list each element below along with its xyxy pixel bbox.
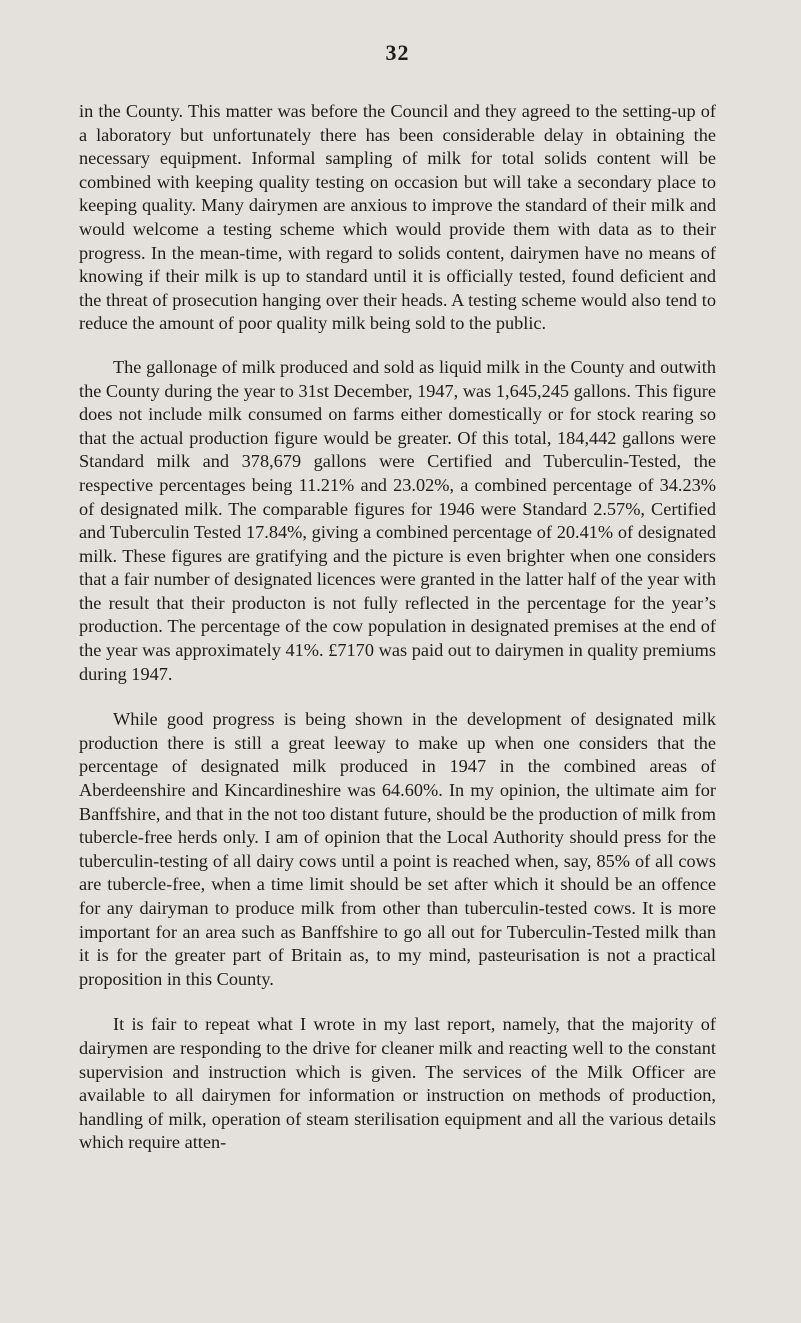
paragraph-designated-milk-progress: While good progress is being shown in the development of designated milk production there is still a great leeway to make up when one considers that the percentage of designated milk produced in 1947 in the combined areas of Aberdeenshire and Kincardineshire was 64.60%. In my opinion, the ultimate aim for Banffshire, and that in the not too distant future, should be the production of milk from tubercle-free herds only. I am of opinion that the Local Authority should press for the tuberculin-testing of all dairy cows until a point is reached when, say, 85% of all cows are tubercle-free, when a time limit should be set after which it should be an offence for any dairyman to produce milk from other than tuberculin-tested cows. It is more important for an area such as Banffshire to go all out for Tuberculin-Tested milk than it is for the greater part of Britain as, to my mind, pasteurisation is not a practical proposition in this County. <box>79 709 716 989</box>
paragraph-dairymen-response: It is fair to repeat what I wrote in my last report, namely, that the majority of dairymen are responding to the drive for cleaner milk and reacting well to the constant supervision and instruction which is given. The services of the Milk Officer are available to all dairymen for information or instruction on methods of production, handling of milk, operation of steam sterilisation equipment and all the various details which require atten- <box>79 1014 716 1153</box>
paragraph-laboratory-testing: in the County. This matter was before the Council and they agreed to the setting-up of a laboratory but unfortunately there has been considerable delay in obtaining the necessary equipment. Informal sampling of milk for total solids content will be combined with keeping quality testing on occasion but will take a secondary place to keeping quality. Many dairymen are anxious to improve the standard of their milk and would welcome a testing scheme which would provide them with data as to their progress. In the mean-time, with regard to solids content, dairymen have no means of knowing if their milk is up to standard until it is officially tested, found deficient and the threat of prosecution hanging over their heads. A testing scheme would also tend to reduce the amount of poor quality milk being sold to the public. <box>79 101 716 334</box>
page-number: 32 <box>385 40 410 65</box>
paragraph-milk-gallonage: The gallonage of milk produced and sold as liquid milk in the County and outwith the County during the year to 31st December, 1947, was 1,645,245 gallons. This figure does not include milk consumed on farms either domestically or for stock rearing so that the actual production figure would be greater. Of this total, 184,442 gallons were Standard milk and 378,679 gallons were Certified and Tuberculin-Tested, the respective percentages being 11.21% and 23.02%, a combined percentage of 34.23% of designated milk. The comparable figures for 1946 were Standard 2.57%, Certified and Tuberculin Tested 17.84%, giving a combined percentage of 20.41% of designated milk. These figures are gratifying and the picture is even brighter when one considers that a fair number of designated licences were granted in the latter half of the year with the result that their producton is not fully reflected in the percentage for the year’s production. The percentage of the cow population in designated premises at the end of the year was approximately 41%. £7170 was paid out to dairymen in quality premiums during 1947. <box>79 356 716 684</box>
